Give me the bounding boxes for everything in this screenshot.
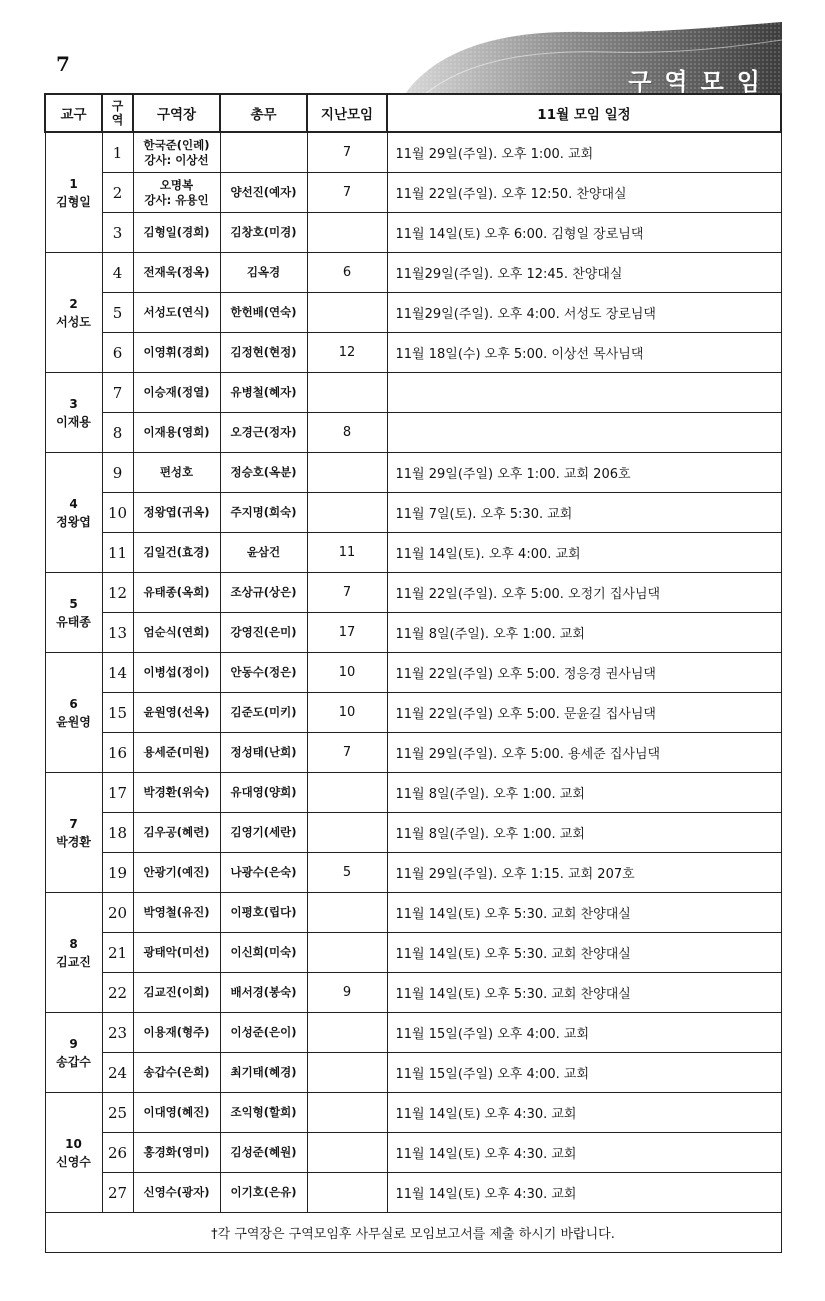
table-row [45,1013,781,1053]
zone-secretary: 오경근(정자) [220,413,307,453]
table-row [45,893,781,933]
last-meeting-count: 10 [307,693,387,733]
zone-secretary: 유병철(혜자) [220,373,307,413]
table-header-row [45,94,781,132]
meeting-schedule: 11월 8일(주일). 오후 1:00. 교회 [387,813,781,853]
meeting-schedule [387,413,781,453]
district-pastor: 송갑수 [56,1054,91,1069]
last-meeting-count: 10 [307,653,387,693]
zone-number: 7 [102,373,133,413]
zone-meeting-table [44,93,782,1253]
zone-secretary: 조상규(상은) [220,573,307,613]
last-meeting-count: 11 [307,533,387,573]
zone-secretary: 나광수(은숙) [220,853,307,893]
meeting-schedule: 11월 29일(주일). 오후 5:00. 용세준 집사님댁 [387,733,781,773]
district-cell [45,573,102,653]
zone-leader: 이대영(혜진) [133,1093,220,1133]
table-row [45,533,781,573]
district-number: 7 [69,816,78,831]
zone-number: 1 [102,132,133,173]
zone-number: 15 [102,693,133,733]
table-row [45,613,781,653]
last-meeting-count: 8 [307,413,387,453]
table-row [45,333,781,373]
table-footer-row [45,1213,781,1253]
district-cell [45,1093,102,1213]
page-number: 7 [56,52,70,76]
zone-secretary: 유대영(양희) [220,773,307,813]
zone-secretary: 이기호(은유) [220,1173,307,1213]
district-cell [45,132,102,253]
zone-secretary: 이신희(미숙) [220,933,307,973]
last-meeting-count: 17 [307,613,387,653]
zone-number: 6 [102,333,133,373]
zone-secretary: 김영기(세란) [220,813,307,853]
zone-leader: 용세준(미원) [133,733,220,773]
last-meeting-count: 6 [307,253,387,293]
zone-secretary: 김준도(미키) [220,693,307,733]
last-meeting-count [307,1053,387,1093]
zone-leader: 김형일(경희) [133,213,220,253]
last-meeting-count [307,493,387,533]
meeting-schedule: 11월 14일(토) 오후 6:00. 김형일 장로님댁 [387,213,781,253]
zone-leader-sub: 강사: 유용인 [144,192,209,207]
district-number: 2 [69,296,78,311]
zone-number: 3 [102,213,133,253]
district-pastor: 정왕엽 [56,514,91,529]
zone-leader: 한국준(인례) 강사: 이상선 [133,132,220,173]
zone-leader: 김일건(효경) [133,533,220,573]
last-meeting-count: 7 [307,173,387,213]
zone-leader: 이재용(영희) [133,413,220,453]
zone-secretary: 한헌배(연숙) [220,293,307,333]
zone-number: 23 [102,1013,133,1053]
district-cell [45,1013,102,1093]
district-pastor: 윤원영 [56,714,91,729]
zone-secretary: 배서경(봉숙) [220,973,307,1013]
zone-leader: 박경환(위숙) [133,773,220,813]
last-meeting-count [307,773,387,813]
header-district: 교구 [45,94,102,132]
zone-leader-sub: 강사: 이상선 [144,152,209,167]
zone-leader: 광태악(미선) [133,933,220,973]
meeting-schedule: 11월 18일(수) 오후 5:00. 이상선 목사님댁 [387,333,781,373]
last-meeting-count [307,1093,387,1133]
header-zone: 구 역 [102,94,133,132]
zone-secretary: 윤삼건 [220,533,307,573]
district-pastor: 유태종 [56,614,91,629]
district-cell [45,893,102,1013]
district-cell [45,773,102,893]
district-number: 9 [69,1036,78,1051]
zone-leader: 김교진(이희) [133,973,220,1013]
zone-secretary: 안동수(정은) [220,653,307,693]
zone-number: 18 [102,813,133,853]
zone-leader: 서성도(연식) [133,293,220,333]
last-meeting-count: 7 [307,733,387,773]
zone-secretary: 김정현(현정) [220,333,307,373]
zone-leader: 윤원영(선옥) [133,693,220,733]
zone-leader: 이승재(정열) [133,373,220,413]
zone-leader: 이영휘(경희) [133,333,220,373]
zone-leader: 정왕엽(귀옥) [133,493,220,533]
meeting-schedule: 11월 7일(토). 오후 5:30. 교회 [387,493,781,533]
district-pastor: 신영수 [56,1154,91,1169]
zone-secretary: 이성준(은이) [220,1013,307,1053]
meeting-schedule [387,373,781,413]
district-number: 4 [69,496,78,511]
zone-secretary: 강영진(은미) [220,613,307,653]
last-meeting-count [307,1013,387,1053]
table-row [45,973,781,1013]
header-schedule: 11월 모임 일정 [387,94,781,132]
table-row [45,1093,781,1133]
district-cell [45,373,102,453]
zone-leader: 신영수(광자) [133,1173,220,1213]
last-meeting-count [307,453,387,493]
zone-secretary: 조익형(할희) [220,1093,307,1133]
district-number: 6 [69,696,78,711]
meeting-schedule: 11월 14일(토) 오후 5:30. 교회 찬양대실 [387,933,781,973]
meeting-schedule: 11월 22일(주일). 오후 5:00. 오정기 집사님댁 [387,573,781,613]
zone-number: 10 [102,493,133,533]
zone-secretary: 이평호(립다) [220,893,307,933]
zone-number: 5 [102,293,133,333]
table-row [45,853,781,893]
table-row [45,933,781,973]
table-row [45,253,781,293]
table-row [45,1173,781,1213]
meeting-schedule: 11월 22일(주일). 오후 12:50. 찬양대실 [387,173,781,213]
last-meeting-count: 12 [307,333,387,373]
meeting-schedule: 11월29일(주일). 오후 4:00. 서성도 장로님댁 [387,293,781,333]
last-meeting-count [307,293,387,333]
table-row [45,173,781,213]
zone-number: 4 [102,253,133,293]
zone-secretary: 양선진(예자) [220,173,307,213]
header-leader: 구역장 [133,94,220,132]
zone-leader: 편성호 [133,453,220,493]
zone-leader: 이병섭(정이) [133,653,220,693]
header-last-meeting: 지난모임 [307,94,387,132]
zone-number: 27 [102,1173,133,1213]
meeting-schedule: 11월 8일(주일). 오후 1:00. 교회 [387,773,781,813]
district-cell [45,253,102,373]
table-row [45,733,781,773]
last-meeting-count: 7 [307,132,387,173]
zone-number: 8 [102,413,133,453]
district-pastor: 김형일 [56,194,91,209]
zone-number: 24 [102,1053,133,1093]
table-row [45,453,781,493]
zone-leader: 김우공(혜련) [133,813,220,853]
meeting-schedule: 11월 29일(주일). 오후 1:00. 교회 [387,132,781,173]
zone-leader: 홍경화(영미) [133,1133,220,1173]
zone-leader: 이용재(형주) [133,1013,220,1053]
section-title: 구역모임 [628,68,773,96]
table-row [45,493,781,533]
zone-number: 9 [102,453,133,493]
zone-secretary: 김창호(미경) [220,213,307,253]
table-row [45,1133,781,1173]
district-cell [45,453,102,573]
zone-secretary [220,132,307,173]
zone-number: 26 [102,1133,133,1173]
zone-leader: 박영철(유진) [133,893,220,933]
district-cell [45,653,102,773]
zone-leader: 엄순식(연희) [133,613,220,653]
table-row [45,373,781,413]
table-row [45,573,781,613]
zone-number: 19 [102,853,133,893]
header-secretary: 총무 [220,94,307,132]
last-meeting-count [307,213,387,253]
zone-number: 20 [102,893,133,933]
zone-number: 21 [102,933,133,973]
zone-leader: 유태종(옥희) [133,573,220,613]
district-pastor: 박경환 [56,834,91,849]
zone-number: 14 [102,653,133,693]
meeting-schedule: 11월 14일(토) 오후 4:30. 교회 [387,1093,781,1133]
district-number: 5 [69,596,78,611]
zone-number: 11 [102,533,133,573]
meeting-schedule: 11월 14일(토) 오후 5:30. 교회 찬양대실 [387,893,781,933]
meeting-schedule: 11월 8일(주일). 오후 1:00. 교회 [387,613,781,653]
last-meeting-count [307,813,387,853]
zone-secretary: 김성준(혜원) [220,1133,307,1173]
zone-secretary: 주지명(희숙) [220,493,307,533]
zone-secretary: 정승호(옥분) [220,453,307,493]
zone-number: 22 [102,973,133,1013]
table-row [45,293,781,333]
table-row [45,693,781,733]
zone-number: 25 [102,1093,133,1133]
district-number: 3 [69,396,78,411]
district-pastor: 서성도 [56,314,91,329]
meeting-schedule: 11월 15일(주일) 오후 4:00. 교회 [387,1053,781,1093]
footer-note: †각 구역장은 구역모임후 사무실로 모임보고서를 제출 하시기 바랍니다. [45,1213,781,1253]
zone-secretary: 정성태(난희) [220,733,307,773]
meeting-schedule: 11월 14일(토) 오후 5:30. 교회 찬양대실 [387,973,781,1013]
last-meeting-count [307,373,387,413]
zone-leader: 오명복 강사: 유용인 [133,173,220,213]
district-number: 10 [65,1136,82,1151]
table-row [45,213,781,253]
last-meeting-count: 7 [307,573,387,613]
meeting-schedule: 11월 29일(주일) 오후 1:00. 교회 206호 [387,453,781,493]
district-number: 8 [69,936,78,951]
zone-number: 2 [102,173,133,213]
table-row [45,413,781,453]
last-meeting-count: 5 [307,853,387,893]
meeting-schedule: 11월 22일(주일) 오후 5:00. 정응경 권사님댁 [387,653,781,693]
district-number: 1 [69,176,78,191]
district-pastor: 이재용 [56,414,91,429]
zone-secretary: 김옥경 [220,253,307,293]
last-meeting-count [307,1173,387,1213]
last-meeting-count: 9 [307,973,387,1013]
meeting-schedule: 11월 14일(토). 오후 4:00. 교회 [387,533,781,573]
zone-leader: 전재욱(정옥) [133,253,220,293]
table-row [45,813,781,853]
zone-number: 13 [102,613,133,653]
table-row [45,1053,781,1093]
table-row [45,653,781,693]
meeting-schedule: 11월 15일(주일) 오후 4:00. 교회 [387,1013,781,1053]
table-row [45,773,781,813]
last-meeting-count [307,893,387,933]
meeting-schedule: 11월 14일(토) 오후 4:30. 교회 [387,1133,781,1173]
zone-secretary: 최기태(혜경) [220,1053,307,1093]
last-meeting-count [307,933,387,973]
zone-number: 16 [102,733,133,773]
district-pastor: 김교진 [56,954,91,969]
zone-leader: 송갑수(은희) [133,1053,220,1093]
zone-number: 17 [102,773,133,813]
zone-number: 12 [102,573,133,613]
meeting-schedule: 11월 22일(주일) 오후 5:00. 문윤길 집사님댁 [387,693,781,733]
meeting-schedule: 11월 14일(토) 오후 4:30. 교회 [387,1173,781,1213]
last-meeting-count [307,1133,387,1173]
table-row [45,132,781,173]
meeting-schedule: 11월 29일(주일). 오후 1:15. 교회 207호 [387,853,781,893]
zone-leader: 안광기(예진) [133,853,220,893]
meeting-schedule: 11월29일(주일). 오후 12:45. 찬양대실 [387,253,781,293]
